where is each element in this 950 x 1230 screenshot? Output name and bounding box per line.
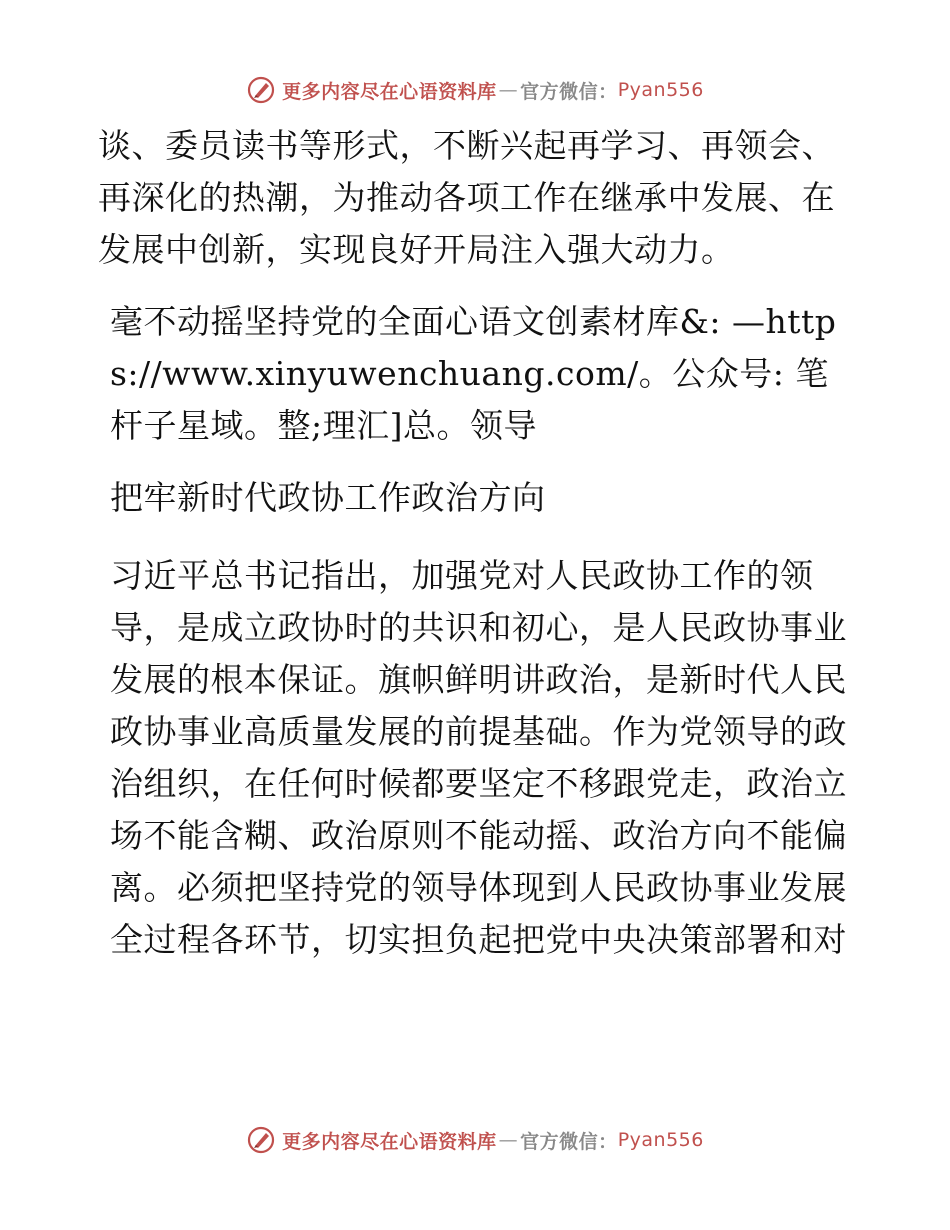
watermark-wechat-label: 官方微信： — [520, 80, 618, 103]
watermark-wechat-id: Pyan556 — [617, 1129, 704, 1151]
paragraph-continuation: 谈、委员读书等形式，不断兴起再学习、再领会、再深化的热潮，为推动各项工作在继承中发展、在发展中创新，实现良好开局注入强大动力。 — [98, 126, 835, 269]
pen-quill-icon — [246, 1125, 276, 1155]
watermark-wechat-label: 官方微信： — [520, 1130, 618, 1153]
watermark-wechat-id: Pyan556 — [617, 79, 704, 101]
watermark-separator: — — [498, 1129, 519, 1151]
document-body — [98, 120, 850, 986]
paragraph-body: 习近平总书记指出，加强党对人民政协工作的领导，是成立政协时的共识和初心，是人民政协事业发展的根本保证。旗帜鲜明讲政治，是新时代人民政协事业高质量发展的前提基础。作为党领导的政治组织，在任何时候都要坚定不移跟党走，政治立场不能含糊、政治原则不能动摇、政治方向不能偏离。必须把坚持党的领导体现到人民政协事业发展全过程各环节，切实担负起把党中央决策部署和对 — [110, 556, 847, 959]
pen-quill-icon — [246, 75, 276, 105]
section-heading: 把牢新时代政协工作政治方向 — [110, 478, 546, 517]
watermark-brand-text: 更多内容尽在心语资料库 — [282, 1130, 497, 1153]
watermark-separator: — — [498, 79, 519, 101]
footer-watermark — [0, 1120, 950, 1160]
paragraph-source-note: 毫不动摇坚持党的全面心语文创素材库&: —https://www.xinyuwenchuang.com/。公众号: 笔杆子星域。整;理汇]总。领导 — [110, 302, 837, 445]
header-watermark — [0, 70, 950, 110]
watermark-brand-text: 更多内容尽在心语资料库 — [282, 80, 497, 103]
